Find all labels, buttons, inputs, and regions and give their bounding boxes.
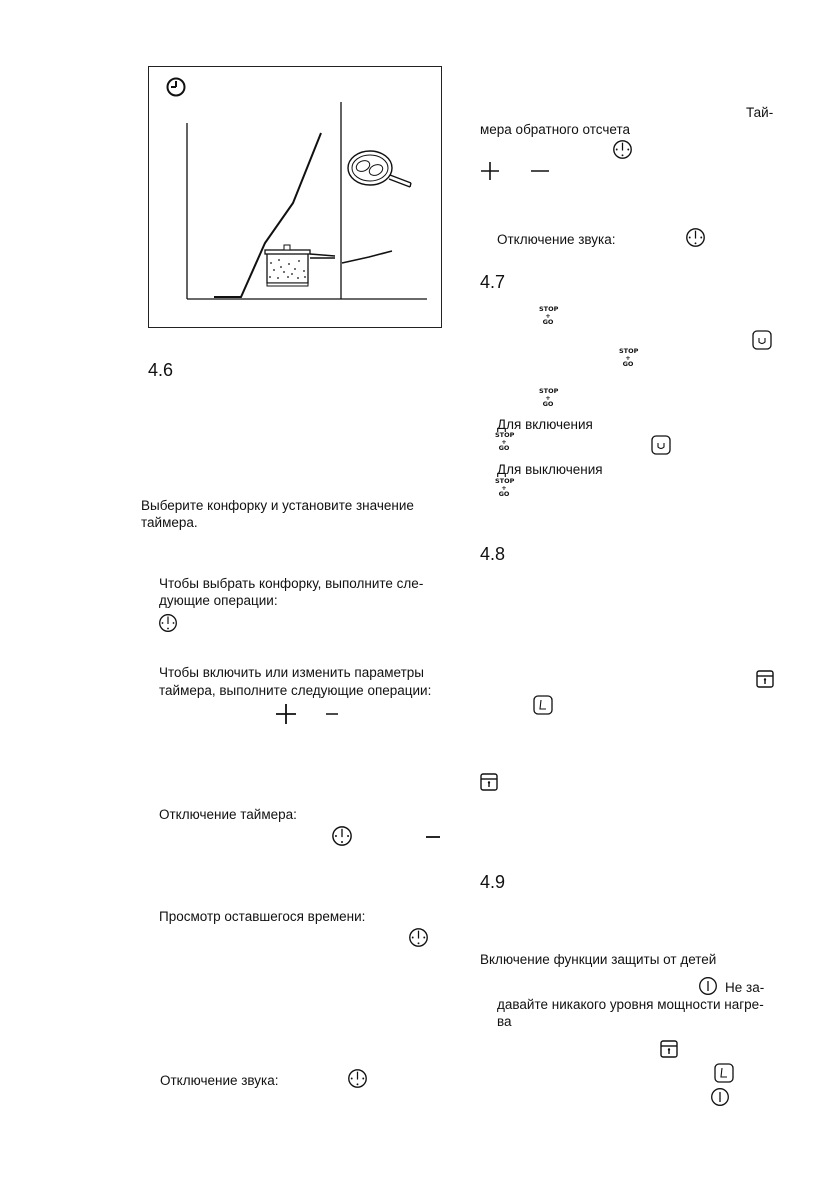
minus-icon[interactable] (530, 162, 550, 178)
section-number-4-9: 4.9 (480, 872, 506, 892)
minus-icon[interactable] (425, 828, 441, 844)
pause-symbol-icon (651, 435, 671, 455)
stop-go-mid: + (545, 393, 551, 402)
plus-icon[interactable] (274, 702, 298, 726)
section-number-4-7: 4.7 (480, 272, 506, 292)
stop-go-mid: + (501, 483, 507, 492)
lock-icon[interactable] (660, 1040, 678, 1058)
stop-go-mid: + (545, 311, 551, 320)
stop-go-top: STOP (619, 347, 639, 355)
power-on-off-icon[interactable] (710, 1087, 730, 1107)
timer-clock-icon[interactable] (685, 227, 706, 248)
stop-go-top: STOP (539, 387, 559, 395)
stop-go-bottom: GO (542, 318, 554, 326)
enable-timer-line-2: таймера, выполните следующие операции: (159, 683, 432, 698)
timer-clock-icon[interactable] (158, 613, 178, 633)
timer-off-label: Отключение таймера: (159, 807, 297, 822)
child-lock-step1-tail: Не за- (725, 980, 765, 995)
child-lock-step1-line3: ва (497, 1014, 512, 1029)
countdown-mute-label: Отключение звука: (497, 232, 616, 247)
select-zone-line-1: Чтобы выбрать конфорку, выполните сле- (159, 576, 424, 591)
child-lock-heading: Включение функции защиты от детей (480, 952, 717, 967)
timer-illustration (148, 66, 442, 328)
stop-go-bottom: GO (498, 490, 510, 498)
stop-go-on-label: Для включения (497, 417, 593, 432)
stop-go-top: STOP (495, 431, 515, 439)
frying-pan-icon (348, 151, 411, 187)
timer-clock-icon[interactable] (347, 1068, 368, 1089)
lock-display-icon (533, 695, 553, 715)
lock-display-icon (714, 1063, 734, 1083)
timer-intro-line-2: таймера. (141, 515, 198, 530)
stop-go-top: STOP (495, 477, 515, 485)
pause-symbol-icon (752, 330, 772, 350)
timer-clock-icon[interactable] (331, 825, 353, 847)
remaining-time-label: Просмотр оставшегося времени: (159, 909, 366, 924)
stop-go-bottom: GO (498, 444, 510, 452)
stop-go-button[interactable] (539, 388, 557, 408)
stop-go-button[interactable] (495, 432, 513, 452)
simmer-curve (342, 251, 392, 263)
clock-icon (168, 79, 185, 96)
stop-go-top: STOP (539, 305, 559, 313)
stop-go-button[interactable] (539, 306, 557, 326)
stop-go-mid: + (625, 353, 631, 362)
timer-clock-icon[interactable] (408, 927, 429, 948)
stop-go-bottom: GO (542, 400, 554, 408)
child-lock-step1-line2: давайте никакого уровня мощности нагре- (497, 997, 764, 1012)
select-zone-line-2: дующие операции: (159, 593, 278, 608)
countdown-word-end: Тай- (746, 105, 774, 120)
section-number-4-8: 4.8 (480, 544, 506, 564)
timer-intro-line-1: Выберите конфорку и установите значение (141, 498, 414, 513)
plus-icon[interactable] (479, 160, 501, 182)
stop-go-off-label: Для выключения (497, 462, 603, 477)
timer-illustration-drawing (149, 67, 443, 329)
stop-go-button[interactable] (619, 348, 637, 368)
pot-icon (265, 245, 335, 286)
stop-go-mid: + (501, 437, 507, 446)
enable-timer-line-1: Чтобы включить или изменить параметры (159, 665, 424, 680)
stop-go-button[interactable] (495, 478, 513, 498)
minus-icon[interactable] (325, 705, 339, 719)
section-number-4-6: 4.6 (148, 360, 174, 380)
power-on-off-icon[interactable] (698, 976, 718, 996)
countdown-title: мера обратного отсчета (480, 122, 631, 137)
mute-label: Отключение звука: (160, 1073, 279, 1088)
timer-clock-icon[interactable] (612, 139, 633, 160)
lock-icon[interactable] (480, 773, 498, 791)
stop-go-bottom: GO (622, 360, 634, 368)
lock-icon[interactable] (756, 670, 774, 688)
